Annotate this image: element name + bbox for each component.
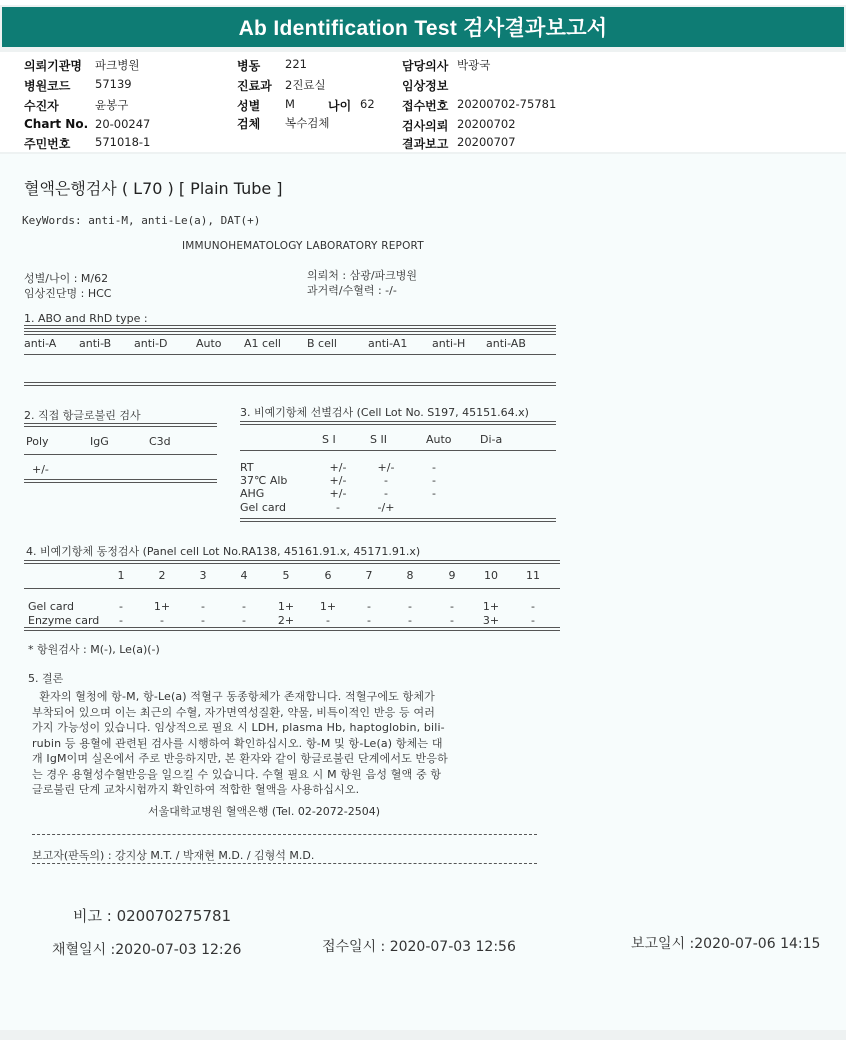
panel-cell: - — [242, 614, 246, 627]
screen-cell: +/- — [329, 461, 347, 474]
panel-cell: - — [531, 614, 535, 627]
sex-age: 성별/나이 : M/62 — [24, 272, 109, 285]
dat-header: IgG — [90, 435, 109, 448]
rep-label: 결과보고 — [402, 137, 449, 151]
section-3-title: 3. 비예기항체 선별검사 (Cell Lot No. S197, 45151.64.x) — [240, 406, 529, 419]
panel-cell: 1+ — [319, 600, 337, 613]
panel-cell: - — [531, 600, 535, 613]
hospital-label: 의뢰기관명 — [24, 59, 82, 73]
transfusion-history: 과거력/수혈력 : -/- — [307, 284, 397, 297]
divider — [32, 863, 537, 864]
panel-cell: - — [408, 614, 412, 627]
panel-row-label: Gel card — [28, 600, 74, 613]
dat-result: +/- — [32, 463, 49, 476]
abo-header: Auto — [196, 337, 222, 350]
panel-cell: - — [450, 600, 454, 613]
screen-header: Di-a — [480, 433, 503, 446]
screen-header: S II — [370, 433, 387, 446]
panel-cell: 1+ — [153, 600, 171, 613]
panel-cell-number: 7 — [365, 569, 373, 582]
hcode-value: 57139 — [95, 77, 132, 91]
section-5-title: 5. 결론 — [28, 672, 64, 685]
req-value: 20200702 — [457, 117, 516, 131]
dept-value: 2진료실 — [285, 78, 326, 92]
chart-value: 20-00247 — [95, 117, 151, 131]
screen-cell: - — [432, 487, 436, 500]
abo-header: B cell — [307, 337, 337, 350]
abo-header: anti-AB — [486, 337, 526, 350]
panel-cell: 1+ — [482, 600, 500, 613]
patient-label: 수진자 — [24, 99, 59, 113]
divider — [24, 479, 217, 483]
age-label: 나이 — [328, 99, 352, 113]
screen-cell: - — [384, 474, 388, 487]
divider — [24, 454, 217, 455]
divider — [24, 588, 560, 589]
panel-cell: - — [201, 614, 205, 627]
panel-cell-number: 2 — [158, 569, 166, 582]
panel-cell: - — [201, 600, 205, 613]
panel-cell: - — [242, 600, 246, 613]
doctor-label: 담당의사 — [402, 59, 449, 73]
screen-row-label: AHG — [240, 487, 265, 500]
panel-cell-number: 9 — [448, 569, 456, 582]
hospital-contact: 서울대학교병원 혈액은행 (Tel. 02-2072-2504) — [148, 805, 381, 818]
section-title: 혈액은행검사 ( L70 ) [ Plain Tube ] — [24, 179, 283, 198]
specimen-label: 검체 — [237, 117, 261, 131]
dept-label: 진료과 — [237, 79, 272, 93]
divider — [24, 627, 560, 631]
panel-cell: - — [367, 614, 371, 627]
scanned-report — [0, 154, 846, 1030]
panel-cell-number: 1 — [117, 569, 125, 582]
screen-cell: - — [336, 501, 340, 514]
screen-cell: +/- — [329, 487, 347, 500]
panel-cell: 3+ — [482, 614, 500, 627]
age-value: 62 — [360, 97, 375, 111]
antigen-test: * 항원검사 : M(-), Le(a)(-) — [28, 643, 160, 656]
divider — [240, 421, 556, 425]
divider — [24, 325, 556, 329]
conclusion-line: rubin 등 용혈에 관련된 검사를 시행하여 확인하십시오. 항-M 및 항-Le(a) 항체는 대 — [32, 736, 443, 750]
screen-row-label: Gel card — [240, 501, 286, 514]
panel-cell: 1+ — [277, 600, 295, 613]
sex-value: M — [285, 97, 295, 111]
screen-row-label: RT — [240, 461, 254, 474]
hospital-value: 파크병원 — [95, 58, 140, 72]
panel-row-label: Enzyme card — [28, 614, 100, 627]
panel-cell: - — [367, 600, 371, 613]
screen-cell: - — [432, 461, 436, 474]
receipt-time: 접수일시 : 2020-07-03 12:56 — [322, 939, 516, 955]
sex-label: 성별 — [237, 99, 261, 113]
hcode-label: 병원코드 — [24, 79, 71, 93]
divider — [240, 450, 556, 451]
panel-cell-number: 11 — [526, 569, 540, 582]
reporter: 보고자(판독의) : 강지상 M.T. / 박재현 M.D. / 김형석 M.D. — [32, 849, 315, 862]
divider — [24, 423, 217, 427]
panel-cell: - — [408, 600, 412, 613]
referrer: 의뢰처 : 삼광/파크병원 — [307, 269, 418, 282]
lab-report-title: IMMUNOHEMATOLOGY LABORATORY REPORT — [182, 240, 424, 252]
abo-header: anti-H — [432, 337, 466, 350]
section-2-title: 2. 직접 항글로불린 검사 — [24, 409, 141, 422]
panel-cell-number: 6 — [324, 569, 332, 582]
panel-cell: - — [119, 614, 123, 627]
panel-cell: - — [160, 614, 164, 627]
recno-value: 20200702-75781 — [457, 97, 557, 111]
report-time: 보고일시 :2020-07-06 14:15 — [631, 936, 821, 952]
abo-header: anti-B — [79, 337, 112, 350]
panel-cell: 2+ — [277, 614, 295, 627]
abo-header: anti-A — [24, 337, 57, 350]
specimen-value: 복수검체 — [285, 116, 330, 130]
ward-label: 병동 — [237, 59, 261, 73]
divider — [24, 382, 556, 386]
conclusion-line: 는 경우 용혈성수혈반응을 일으킬 수 있습니다. 수혈 필요 시 M 항원 음성 혈액 중 항 — [32, 767, 442, 781]
patient-info-panel — [0, 52, 846, 152]
screen-header: Auto — [426, 433, 452, 446]
collection-time: 채혈일시 :2020-07-03 12:26 — [52, 942, 242, 958]
panel-cell: - — [326, 614, 330, 627]
screen-row-label: 37℃ Alb — [240, 474, 288, 487]
conclusion-line: 글로불린 단계 교차시험까지 확인하여 적합한 혈액을 사용하십시오. — [32, 783, 360, 796]
abo-header: anti-A1 — [368, 337, 408, 350]
panel-cell-number: 3 — [199, 569, 207, 582]
report-title-banner — [2, 7, 844, 47]
divider — [32, 834, 537, 835]
patient-value: 윤봉구 — [95, 98, 129, 112]
req-label: 검사의뢰 — [402, 119, 449, 133]
report-title: Ab Identification Test 검사결과보고서 — [238, 17, 608, 40]
dat-header: Poly — [26, 435, 49, 448]
conclusion-line: 환자의 혈청에 항-M, 항-Le(a) 적혈구 동종항체가 존재합니다. 적혈구에도 항체가 — [32, 690, 435, 703]
clinical-label: 임상정보 — [402, 79, 449, 93]
panel-cell-number: 5 — [282, 569, 290, 582]
diagnosis: 임상진단명 : HCC — [24, 287, 112, 300]
rep-value: 20200707 — [457, 135, 516, 149]
abo-header: anti-D — [134, 337, 168, 350]
conclusion-line: 부착되어 있으며 이는 최근의 수혈, 자가면역성질환, 약물, 비특이적인 반응 등 여러 — [32, 705, 436, 719]
ward-value: 221 — [285, 57, 307, 71]
doctor-value: 박광국 — [457, 58, 491, 72]
screen-cell: - — [384, 487, 388, 500]
divider — [240, 518, 556, 522]
rrn-value: 571018-1 — [95, 135, 151, 149]
conclusion-text — [32, 689, 592, 798]
screen-cell: - — [432, 474, 436, 487]
panel-cell: - — [450, 614, 454, 627]
section-1-title: 1. ABO and RhD type : — [24, 312, 148, 325]
conclusion-line: 개 IgM이며 실온에서 주로 반응하지만, 본 환자와 같이 항글로불린 단계에서도 반응하 — [32, 752, 448, 765]
rrn-label: 주민번호 — [24, 137, 71, 151]
keywords: KeyWords: anti-M, anti-Le(a), DAT(+) — [22, 214, 261, 227]
conclusion-line: 가지 가능성이 있습니다. 임상적으로 필요 시 LDH, plasma Hb, haptoglobin, bili- — [32, 721, 445, 734]
abo-header: A1 cell — [244, 337, 281, 350]
top-border — [0, 0, 846, 5]
note: 비고 : 020070275781 — [73, 907, 232, 925]
screen-header: S I — [322, 433, 336, 446]
section-4-title: 4. 비예기항체 동정검사 (Panel cell Lot No.RA138, 45161.91.x, 45171.91.x) — [26, 545, 421, 558]
panel-cell-number: 4 — [240, 569, 248, 582]
screen-cell: +/- — [377, 461, 395, 474]
panel-cell: - — [119, 600, 123, 613]
divider — [24, 560, 560, 564]
dat-header: C3d — [149, 435, 171, 448]
panel-cell-number: 8 — [406, 569, 414, 582]
divider — [24, 331, 556, 335]
screen-cell: +/- — [329, 474, 347, 487]
recno-label: 접수번호 — [402, 99, 449, 113]
divider — [24, 354, 556, 355]
chart-label: Chart No. — [24, 117, 89, 131]
panel-cell-number: 10 — [484, 569, 498, 582]
screen-cell: -/+ — [377, 501, 395, 514]
